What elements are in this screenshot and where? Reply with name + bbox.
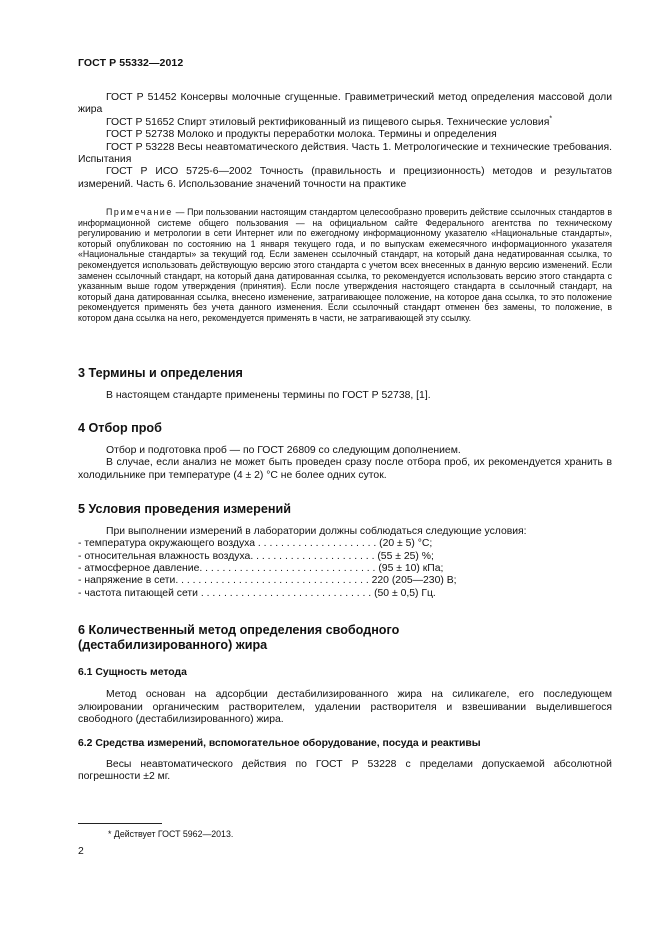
subsection-title: 6.1 Сущность метода [78,667,187,678]
footnote: * Действует ГОСТ 5962—2013. [108,829,234,839]
list-item: - относительная влажность воздуха. . . . . . . . . . . . . . . . . . . . . . (55 ± 25) %; [78,550,434,562]
footnote-mark: * [549,115,553,123]
section-text: Отбор и подготовка проб — по ГОСТ 26809 со следующим дополнением. [106,445,461,456]
page-number: 2 [78,846,84,857]
references-list [78,92,612,191]
document-header: ГОСТ Р 55332—2012 [78,57,184,69]
section-6 [78,623,612,784]
reference-item: ГОСТ Р 51452 Консервы молочные сгущенные. Гравиметрический метод определения массовой доли жира [78,92,612,116]
section-text: В случае, если анализ не может быть проведен сразу после отбора проб, их рекомендуется хранить в холодильнике при температуре (4 ± 2) °С не более одних суток. [78,457,612,481]
note-block [78,207,612,324]
conditions-list [78,538,612,599]
reference-item: ГОСТ Р 52738 Молоко и продукты переработки молока. Термины и определения [106,129,497,141]
section-title-line: (дестабилизированного) жира [78,638,268,652]
section-text: При выполнении измерений в лаборатории должны соблюдаться следующие условия: [106,526,527,537]
section-text: Метод основан на адсорбции дестабилизированного жира на силикагеле, его последующем элюировании органическим растворителем, удалении растворителя и взвешивании выделившегося свободного (дестабилизированного) жира. [78,689,612,726]
list-item: - атмосферное давление. . . . . . . . . . . . . . . . . . . . . . . . . . . . . . . (95 ± 10) кПа; [78,563,444,574]
section-text: В настоящем стандарте применены термины по ГОСТ Р 52738, [1]. [106,390,431,401]
section-title-line: 6 Количественный метод определения свободного [78,623,400,637]
list-item: - частота питающей сети . . . . . . . . . . . . . . . . . . . . . . . . . . . . . . (50 ± 0,5) Гц. [78,587,436,599]
reference-item: ГОСТ Р ИСО 5725-6—2002 Точность (правильность и прецизионность) методов и результатов измерений. Часть 6. Использование значений точности на практике [78,166,612,190]
list-item: - температура окружающего воздуха . . . . . . . . . . . . . . . . . . . . . (20 ± 5) °С; [78,538,433,550]
section-title: 5 Условия проведения измерений [78,502,291,516]
reference-item: ГОСТ Р 51652 Спирт этиловый ректификованный из пищевого сырья. Технические условия* [106,115,553,128]
footnote-divider [78,823,162,824]
note-text: Примечание — При пользовании настоящим стандартом целесообразно проверить действие ссылочных стандартов в информационной системе общего пользования — на официальном сайте Федерального агентства по техническому регулированию и метрологии в сети Интернет или по ежегодному информационному указателю «Национальные стандарты», который опубликован по состоянию на 1 января текущего года, и по выпускам ежемесячного информационного указателя «Национальные стандарты» за текущий год. Если заменен ссылочный стандарт, на который дана недатированная ссылка, то рекомендуется использовать действующую версию этого стандарта с учетом всех внесенных в данную версию изменений. Если заменен ссылочный стандарт, на который дана датированная ссылка, то рекомендуется использовать версию этого стандарта с указанным выше годом утверждения (принятия). Если после утверждения настоящего стандарта в ссылочный стандарт, на который дана датированная ссылка, внесено изменение, затрагивающее положение, на которое дана ссылка, то это положение рекомендуется применять без учета данного изменения. Если ссылочный стандарт отменен без замены, то положение, в котором дана ссылка на него, рекомендуется применять в части, не затрагивающей эту ссылку. [78,207,612,323]
section-title: 3 Термины и определения [78,366,243,380]
note-label: Примечание [106,207,173,217]
section-title: 4 Отбор проб [78,421,162,435]
section-4 [78,421,612,482]
reference-item: ГОСТ Р 53228 Весы неавтоматического действия. Часть 1. Метрологические и технические требования. Испытания [78,141,612,166]
list-item: - напряжение в сети. . . . . . . . . . . . . . . . . . . . . . . . . . . . . . . . . . 220 (205—230) В; [78,575,457,587]
section-5 [78,502,612,600]
section-3 [78,366,612,402]
subsection-title: 6.2 Средства измерений, вспомогательное оборудование, посуда и реактивы [78,737,481,749]
section-text: Весы неавтоматического действия по ГОСТ Р 53228 с пределами допускаемой абсолютной погрешности ±2 мг. [78,759,612,783]
